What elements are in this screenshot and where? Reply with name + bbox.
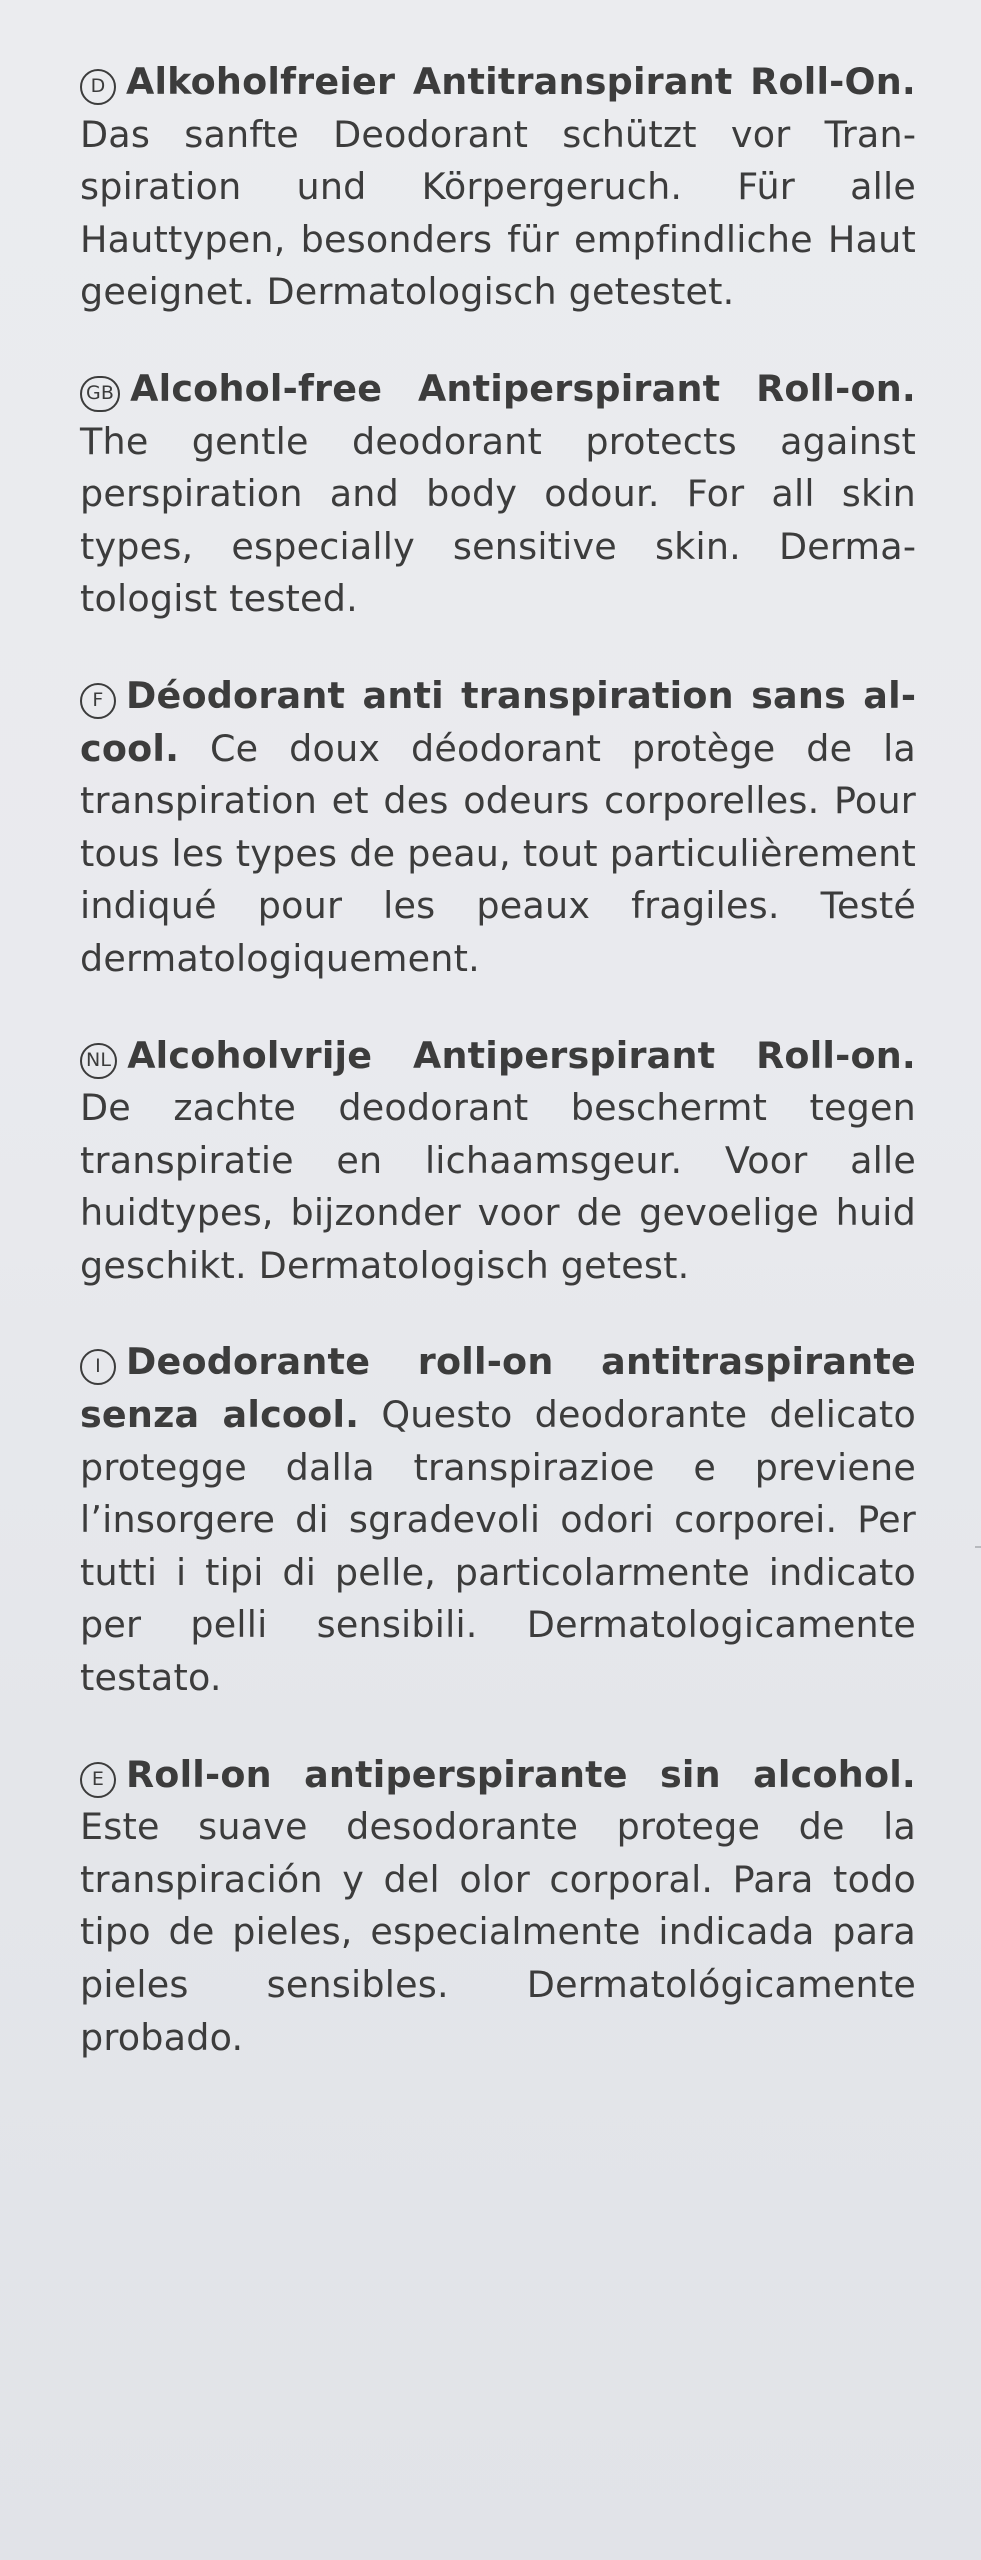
language-badge-e: E: [80, 1762, 116, 1798]
language-badge-nl: NL: [80, 1043, 117, 1079]
edge-tick-mark: [975, 1546, 981, 1548]
language-badge-gb: GB: [80, 376, 120, 412]
section-title: Deodorante roll-on antitraspirante senza alcool.: [80, 1340, 916, 1437]
section-body: The gentle deodorant protects against perspiration and body odour. For all skin types, especially sensitive skin. Dermatologist tested.: [80, 419, 916, 621]
section-body: Das sanfte Deodorant schützt vor Transpiration und Körpergeruch. Für alle Hauttypen, besonders für empfindliche Haut geeignet. Dermatologisch getestet.: [80, 112, 916, 314]
section-title: Alcoholvrije Antiperspirant Roll-on.: [127, 1033, 916, 1077]
section-body: Ce doux déodorant protège de la transpiration et des odeurs corporelles. Pour tous les types de peau, tout particulièrement indiqué pour les peaux fragiles. Testé dermatologiquement.: [80, 726, 916, 980]
product-text-panel: [80, 56, 916, 2108]
section-es: [80, 1749, 916, 2065]
section-title: Alkoholfreier Antitranspirant Roll-On.: [126, 60, 916, 103]
section-title: Déodorant anti transpiration sans alcool.: [80, 673, 916, 770]
section-title: Roll-on antiperspirante sin alcohol.: [126, 1752, 916, 1796]
section-body: Este suave desodorante protege de la transpiración y del olor corporal. Para todo tipo de pieles, especialmente indicada para pieles sensibles. Dermatológicamente probado.: [80, 1805, 916, 2059]
section-gb: [80, 363, 916, 626]
language-badge-f: F: [80, 683, 116, 719]
section-body: De zachte deodorant beschermt tegen transpiratie en lichaamsgeur. Voor alle huidtypes, bijzonder voor de gevoelige huid geschikt. Dermatologisch getest.: [80, 1086, 916, 1287]
section-nl: [80, 1030, 916, 1293]
section-body: Questo deodorante delicato protegge dalla transpirazioe e previene l’insorgere di sgradevoli odori corporei. Per tutti i tipi di pelle, particolarmente indicato per pelli sensibili. Dermatologicamente testato.: [80, 1393, 916, 1700]
section-de: [80, 56, 916, 319]
language-badge-i: I: [80, 1349, 116, 1385]
section-it: [80, 1336, 916, 1704]
section-title: Alcohol-free Antiperspirant Roll-on.: [130, 366, 916, 410]
language-badge-de: D: [80, 69, 116, 105]
section-fr: [80, 670, 916, 986]
